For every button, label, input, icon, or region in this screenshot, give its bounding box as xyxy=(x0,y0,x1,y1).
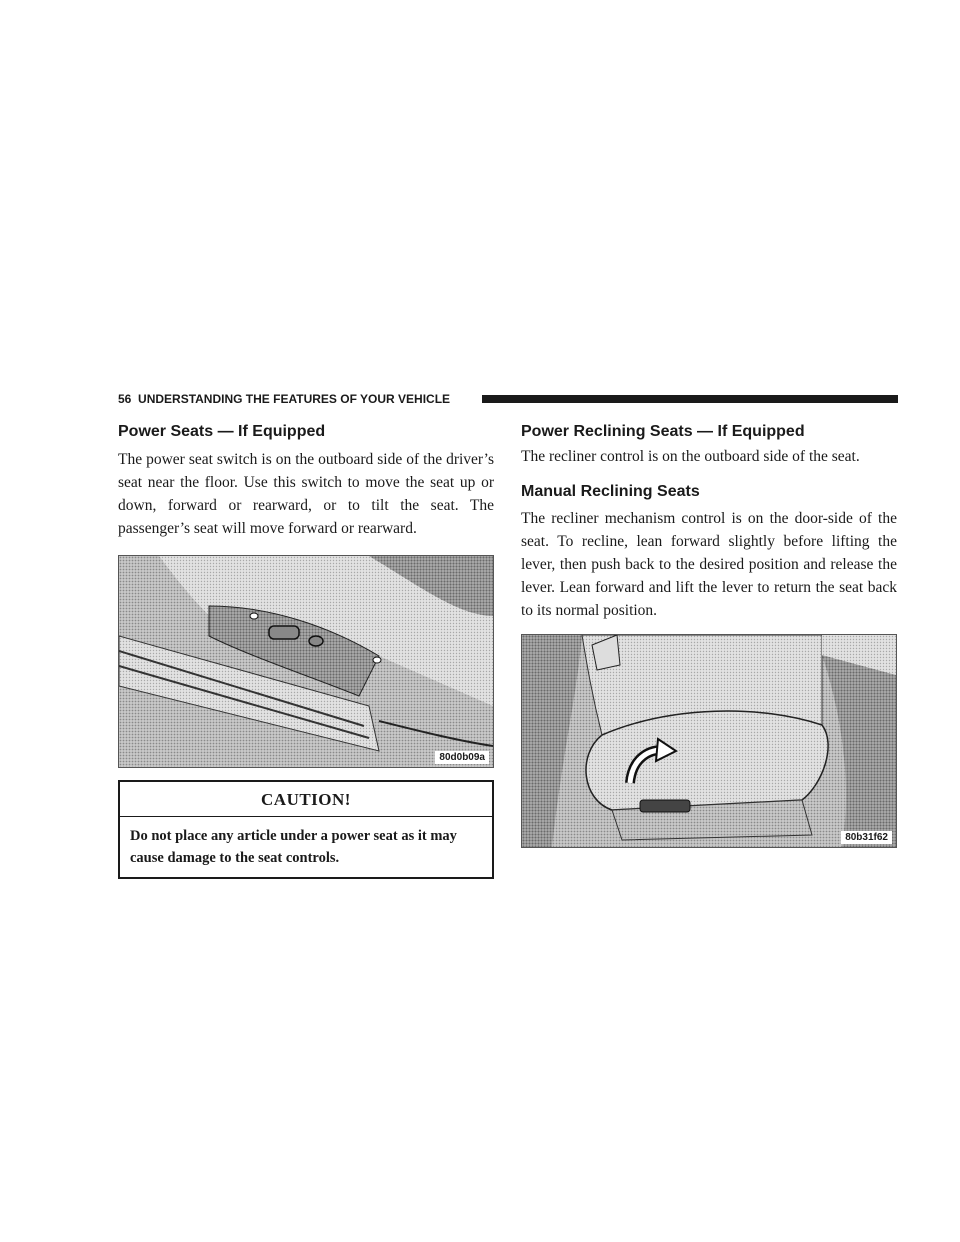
power-reclining-paragraph: The recliner control is on the outboard side of the seat. xyxy=(521,448,860,465)
recliner-illustration-graphic xyxy=(522,635,896,847)
caution-body: Do not place any article under a power seat as it may cause damage to the seat controls. xyxy=(130,828,457,866)
power-seats-paragraph: The power seat switch is on the outboard side of the driver’s seat near the floor. Use this switch to move the seat up or down, forward or rearward, or to tilt the seat. The passenger’s seat will move forward or rearward. xyxy=(118,451,494,537)
manual-reclining-paragraph: The recliner mechanism control is on the door-side of the seat. To recline, lean forward slightly before lifting the lever, then push back to the desired position and release the lever. Lean forward and lift the lever to return the seat back to its normal position. xyxy=(521,510,897,619)
caution-box xyxy=(118,780,494,879)
manual-reclining-heading: Manual Reclining Seats xyxy=(521,483,700,500)
power-seat-switch-illustration xyxy=(118,555,494,768)
power-seat-illustration-graphic xyxy=(119,556,493,767)
figure-label: 80d0b09a xyxy=(435,751,489,764)
power-reclining-heading: Power Reclining Seats — If Equipped xyxy=(521,423,805,440)
header-text xyxy=(118,392,450,406)
caution-title: CAUTION! xyxy=(120,782,492,817)
header-rule xyxy=(482,395,898,403)
figure-label: 80b31f62 xyxy=(841,831,892,844)
power-seats-heading: Power Seats — If Equipped xyxy=(118,423,326,440)
section-title: UNDERSTANDING THE FEATURES OF YOUR VEHICLE xyxy=(138,392,451,406)
left-column xyxy=(118,422,494,879)
page-header xyxy=(118,392,898,406)
recliner-lever-illustration xyxy=(521,634,897,848)
right-column xyxy=(521,422,897,848)
page-number: 56 xyxy=(118,392,132,406)
